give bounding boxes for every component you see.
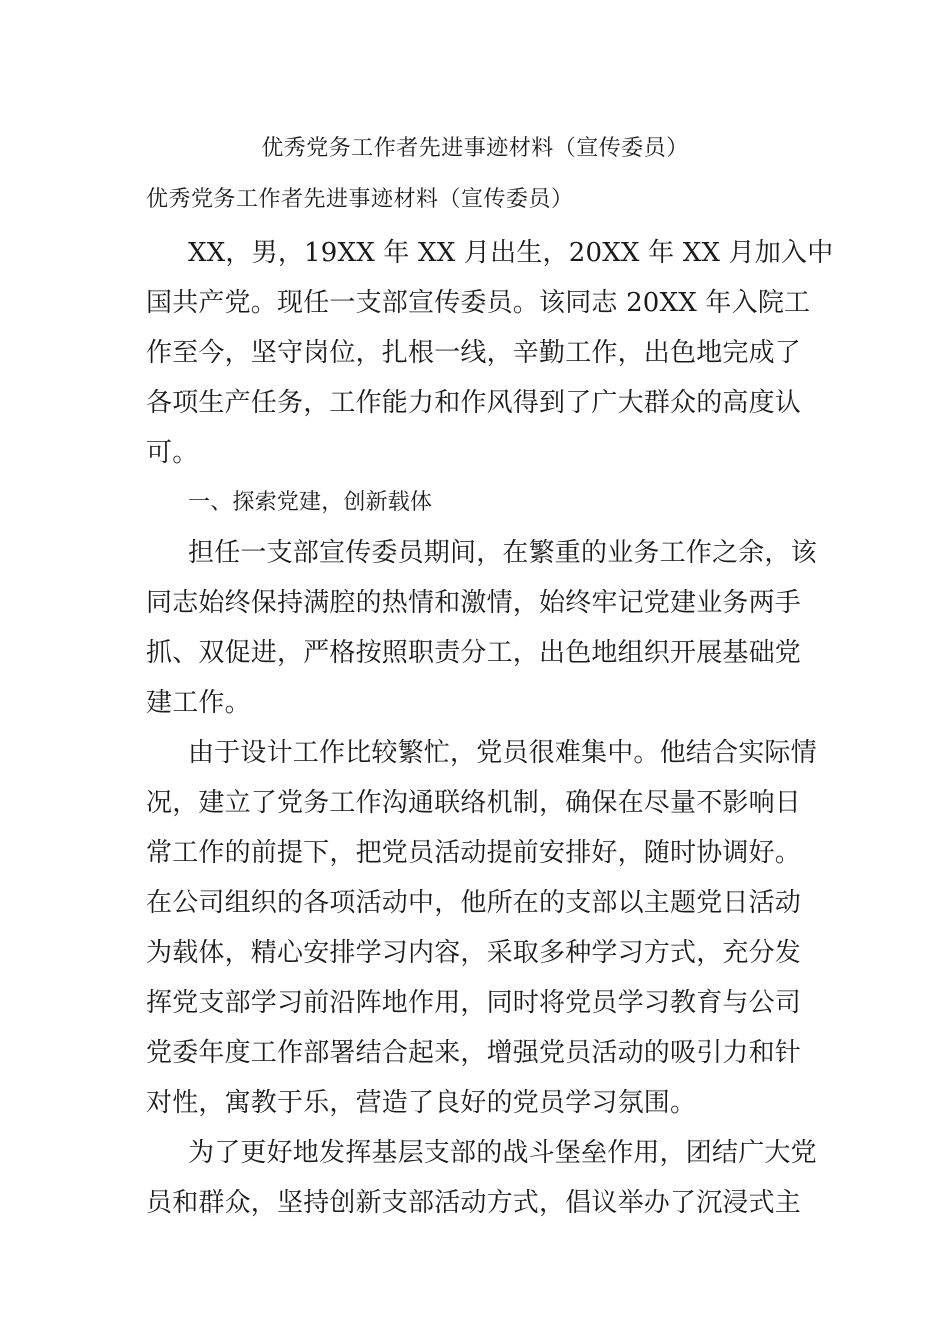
- paragraph-line: 挥党支部学习前沿阵地作用，同时将党员学习教育与公司: [146, 988, 802, 1018]
- document-body: [146, 228, 834, 1228]
- paragraph-line: 员和群众，坚持创新支部活动方式，倡议举办了沉浸式主: [146, 1188, 802, 1218]
- paragraph-line: 为了更好地发挥基层支部的战斗堡垒作用，团结广大党: [188, 1138, 817, 1168]
- paragraph-line: 抓、双促进，严格按照职责分工，出色地组织开展基础党: [146, 638, 802, 668]
- paragraph-line: 同志始终保持满腔的热情和激情，始终牢记党建业务两手: [146, 588, 802, 618]
- paragraph-line: 可。: [146, 438, 199, 468]
- paragraph-line: 为载体，精心安排学习内容，采取多种学习方式，充分发: [146, 938, 802, 968]
- paragraph-line: 国共产党。现任一支部宣传委员。该同志 20XX 年入院工: [146, 288, 811, 318]
- document-subtitle: 优秀党务工作者先进事迹材料（宣传委员）: [146, 187, 574, 212]
- paragraph-line: XX，男，19XX 年 XX 月出生，20XX 年 XX 月加入中: [188, 238, 834, 268]
- paragraph-line: 作至今，坚守岗位，扎根一线，辛勤工作，出色地完成了: [146, 338, 802, 368]
- document-title: 优秀党务工作者先进事迹材料（宣传委员）: [261, 136, 689, 161]
- paragraph-line: 党委年度工作部署结合起来，增强党员活动的吸引力和针: [146, 1038, 802, 1068]
- paragraph-line: 担任一支部宣传委员期间，在繁重的业务工作之余，该: [188, 538, 817, 568]
- paragraph-line: 况，建立了党务工作沟通联络机制，确保在尽量不影响日: [146, 788, 802, 818]
- paragraph-line: 由于设计工作比较繁忙，党员很难集中。他结合实际情: [188, 738, 817, 768]
- paragraph-line: 常工作的前提下，把党员活动提前安排好，随时协调好。: [146, 838, 802, 868]
- section-heading: 一、探索党建，创新载体: [188, 490, 433, 515]
- paragraph-line: 在公司组织的各项活动中，他所在的支部以主题党日活动: [146, 888, 802, 918]
- paragraph-line: 各项生产任务，工作能力和作风得到了广大群众的高度认: [146, 388, 802, 418]
- paragraph-line: 建工作。: [146, 688, 251, 718]
- paragraph-line: 对性，寓教于乐，营造了良好的党员学习氛围。: [146, 1088, 697, 1118]
